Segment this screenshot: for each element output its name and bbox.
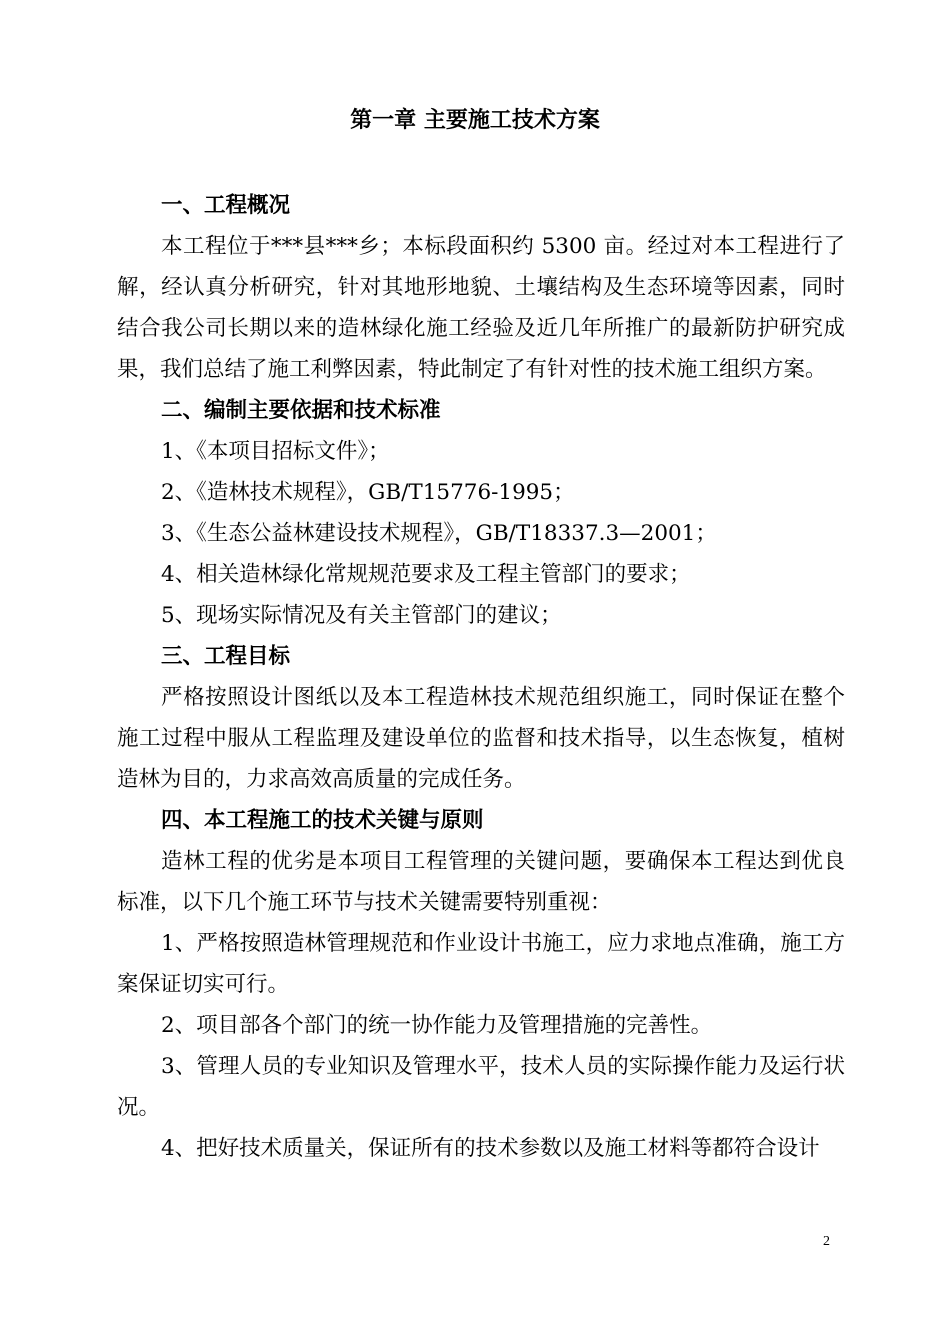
list-item: 5、现场实际情况及有关主管部门的建议； [161,603,562,628]
page-number: 2 [823,1234,830,1249]
paragraph: 严格按照设计图纸以及本工程造林技术规范组织施工，同时保证在整个施工过程中服从工程监理及建设单位的监督和技术指导，以生态恢复，植树造林为目的，力求高效高质量的完成任务。 [117,685,845,792]
section-heading: 一、工程概况 [161,193,291,218]
list-item: 2、项目部各个部门的统一协作能力及管理措施的完善性。 [161,1013,713,1038]
chapter-title: 第一章 主要施工技术方案 [350,108,600,133]
list-item: 3、管理人员的专业知识及管理水平，技术人员的实际操作能力及运行状况。 [117,1054,845,1120]
list-item: 3、《生态公益林建设技术规程》，GB/T18337.3—2001； [161,521,717,546]
list-item: 1、《本项目招标文件》； [161,439,390,464]
document-body [117,185,845,1169]
list-item: 4、把好技术质量关，保证所有的技术参数以及施工材料等都符合设计 [161,1136,820,1161]
section-heading: 二、编制主要依据和技术标准 [161,398,441,423]
paragraph: 本工程位于***县***乡；本标段面积约 5300 亩。经过对本工程进行了解，经认真分析研究，针对其地形地貌、土壤结构及生态环境等因素，同时结合我公司长期以来的造林绿化施工经验及近几年所推广的最新防护研究成果，我们总结了施工利弊因素，特此制定了有针对性的技术施工组织方案。 [117,234,845,382]
section-heading: 四、本工程施工的技术关键与原则 [161,808,484,833]
list-item: 4、相关造林绿化常规规范要求及工程主管部门的要求； [161,562,691,587]
list-item: 2、《造林技术规程》，GB/T15776-1995； [161,480,575,505]
paragraph: 造林工程的优劣是本项目工程管理的关键问题，要确保本工程达到优良标准，以下几个施工环节与技术关键需要特别重视： [117,849,845,915]
list-item: 1、严格按照造林管理规范和作业设计书施工，应力求地点准确，施工方案保证切实可行。 [117,931,845,997]
section-heading: 三、工程目标 [161,644,291,669]
